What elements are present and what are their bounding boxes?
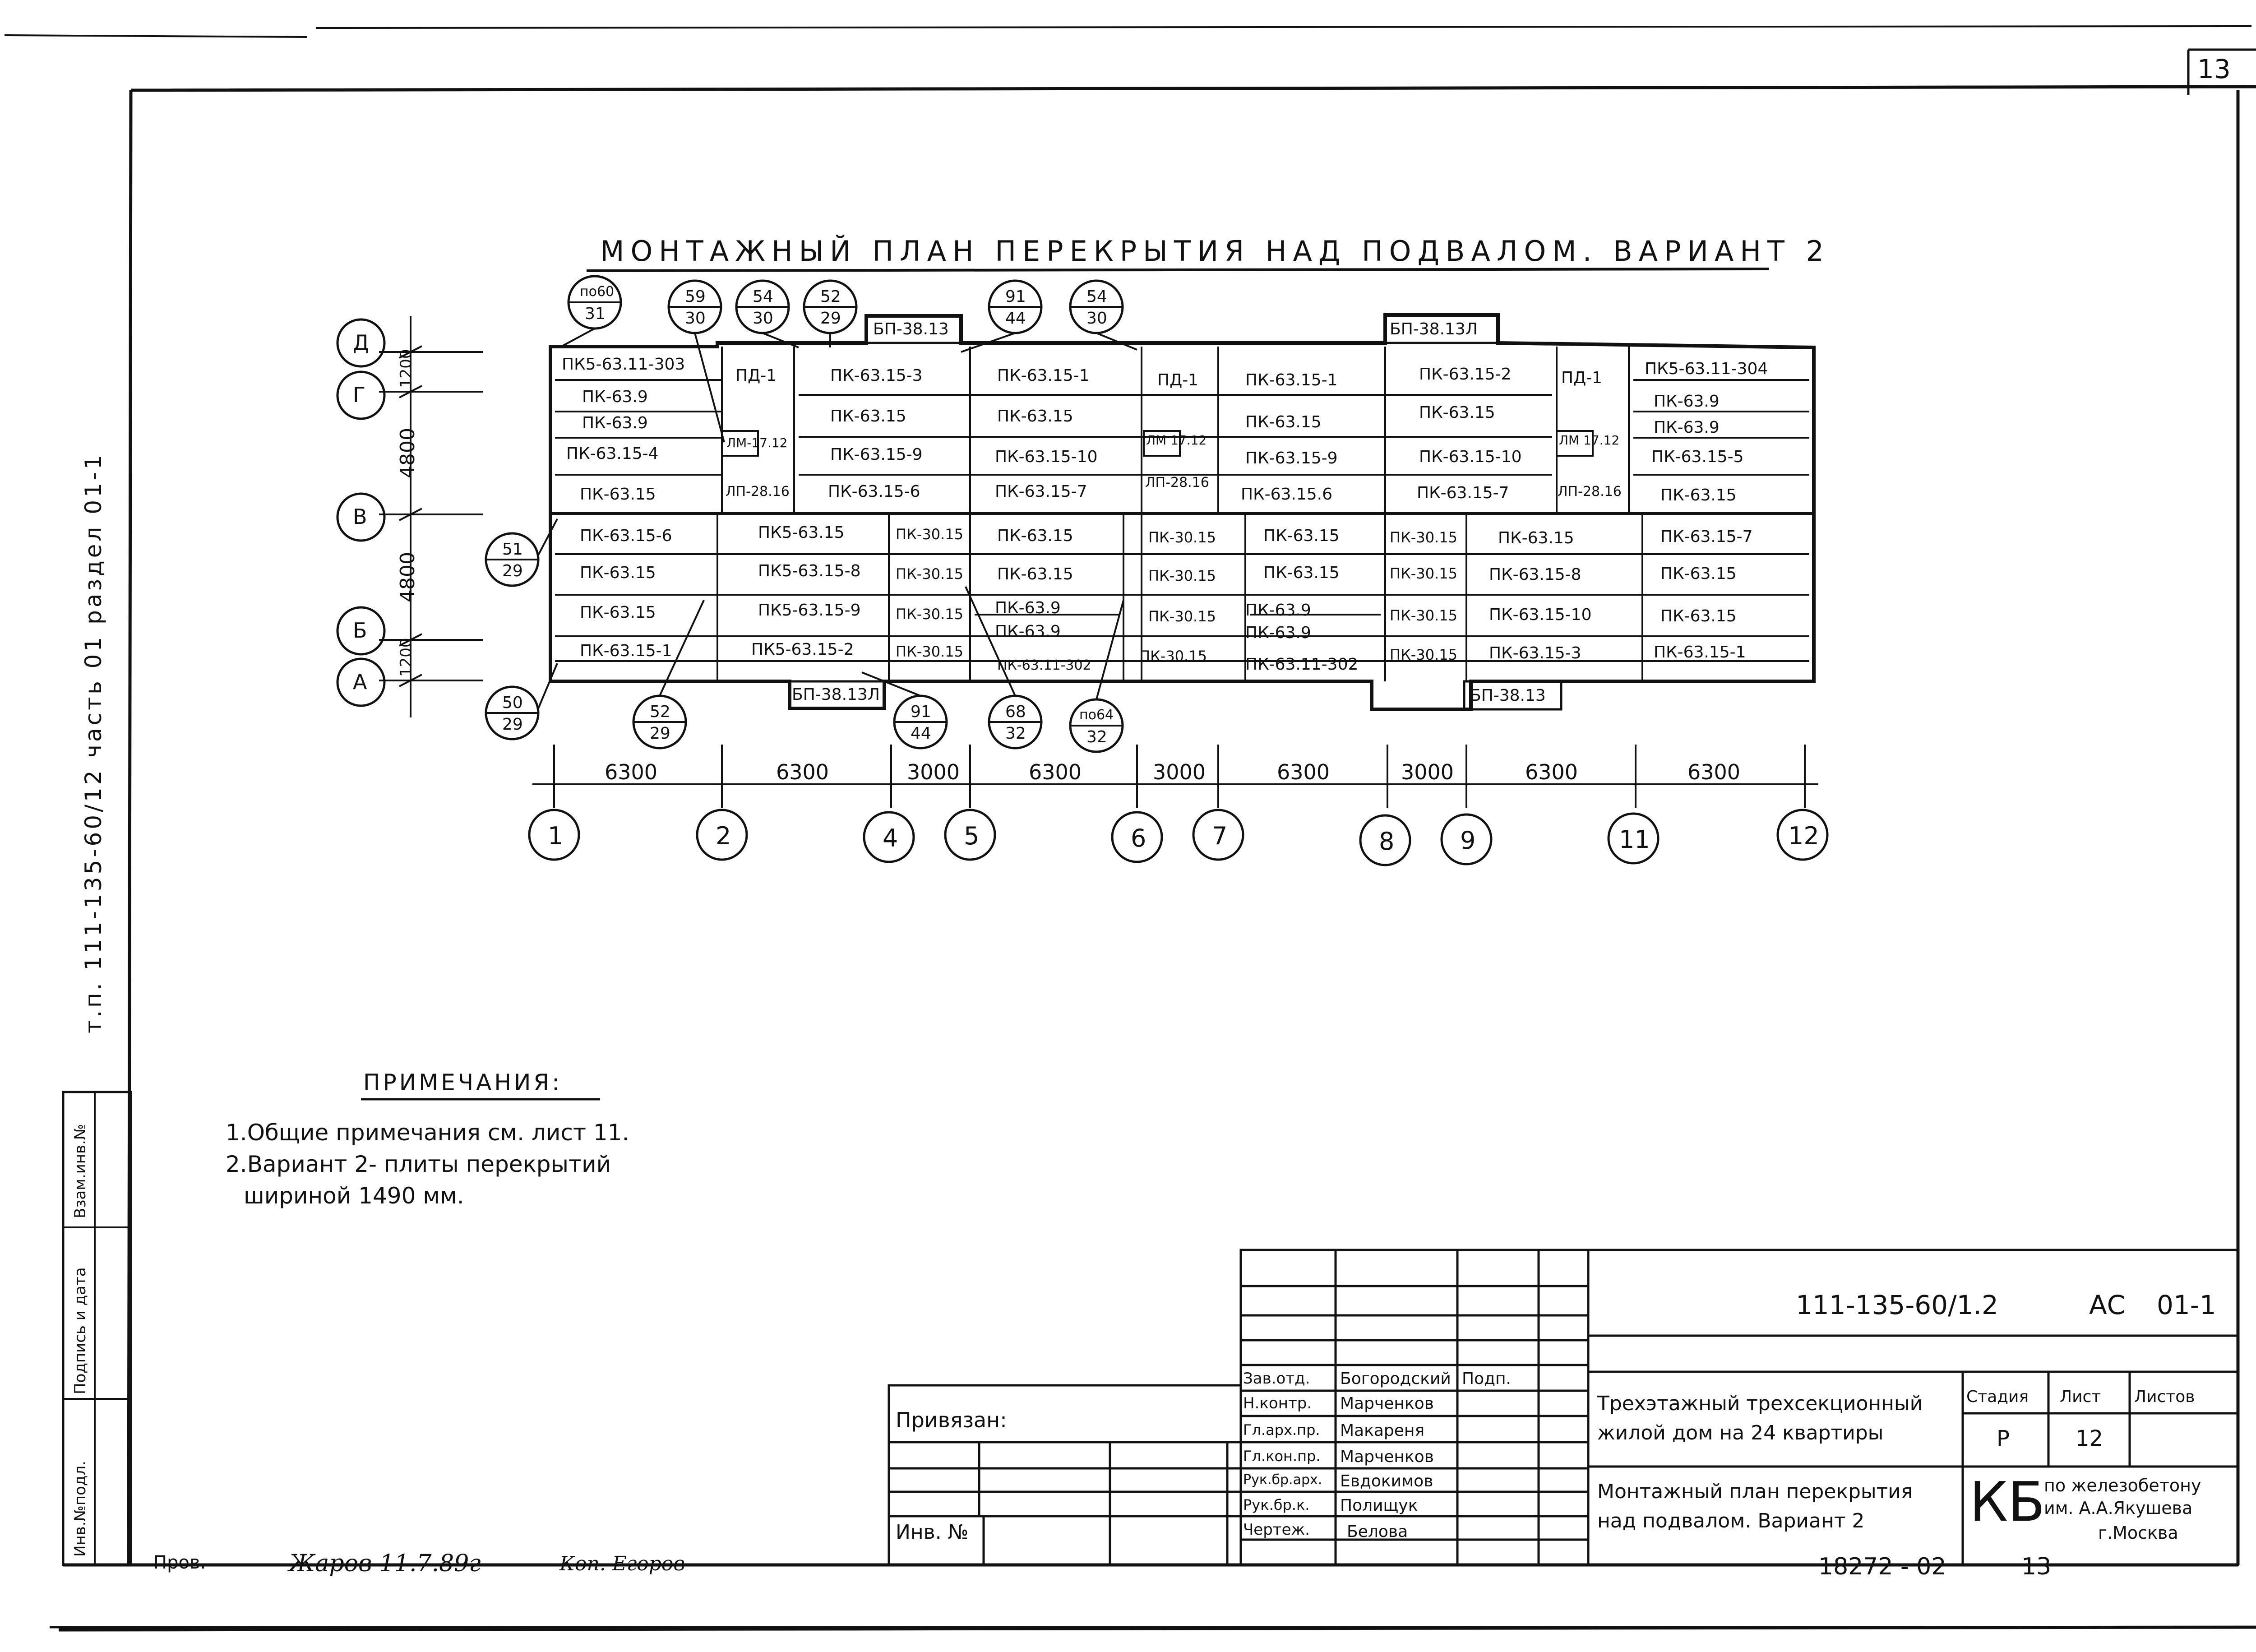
drawing-title: Монтажный план перекрытия [1597,1480,1913,1503]
callout-top: 91 [1005,287,1026,306]
side-stamp-label: Взам.инв.№ [71,1124,89,1218]
slab-label: ПК-63.15-3 [1489,644,1581,662]
sheet-label: Лист [2060,1388,2101,1406]
axis-num: 12 [1788,822,1819,850]
slab-label: ПК-30.15 [1390,565,1457,582]
callout-top: 68 [1005,703,1026,721]
note-item: 1.Общие примечания см. лист 11. [226,1120,629,1146]
side-stamp-label: Инв.№подл. [71,1461,89,1557]
sign-header: Подп. [1462,1370,1511,1388]
slab-label: ПД-1 [735,366,777,385]
slab-label: ПК-63.15.6 [1241,485,1333,504]
slab-label: ПК-30.15 [896,643,963,660]
axis-num: 9 [1460,826,1476,855]
slab-label: ЛП-28.16 [726,484,790,500]
span-dim: 6300 [605,760,658,784]
person: Белова [1347,1522,1408,1541]
slab-label: ПК5-63.11-304 [1645,360,1768,378]
org-name: им. А.А.Якушева [2044,1498,2193,1518]
slab-label: ПК-30.15 [1148,529,1216,546]
slab-label: ПК-63.15 [580,485,656,504]
slab-label: ПК-63.11-302 [1245,655,1359,674]
slab-label: ПК5-63.15-8 [758,562,861,580]
slab-label: ПК-63.15-10 [995,448,1098,466]
slab-label: ПК-63.15 [1660,607,1737,625]
callout-bottom: 44 [1005,309,1026,328]
span-dim: 6300 [1687,760,1741,784]
slab-label: ПК-63.9 [1654,418,1720,437]
archive-no: 18272 - 02 [1818,1553,1946,1580]
role: Зав.отд. [1243,1370,1310,1388]
slab-label: ПК-63.15 [580,564,656,582]
callout-top: 54 [753,287,773,306]
slab-label: ПК-63.15-9 [1245,449,1338,467]
slab-label: ПК-63.15 [997,527,1073,545]
slab-label: ПК5-63.11-303 [562,355,685,374]
slab-label: ПК-63.9 [995,599,1061,617]
drawing-title: над подвалом. Вариант 2 [1597,1509,1865,1532]
role: Чертеж. [1243,1521,1310,1539]
callout-bottom: 44 [911,724,931,743]
slab-label: ПК-30.15 [1390,646,1457,663]
axis-dim: 1200 [397,638,415,677]
org-name: г.Москва [2098,1523,2178,1543]
slab-label: ПД-1 [1561,369,1603,387]
beam-label: БП-38.13Л [1390,320,1478,338]
slab-label: ПК-63.15-10 [1489,606,1592,624]
slab-label: ЛП-28.16 [1145,475,1209,491]
slab-label: ПК-63.15-8 [1489,565,1581,584]
slab-label: ПК-63.15-1 [580,642,672,660]
sheet-value: 12 [2076,1426,2103,1451]
org-name: по железобетону [2044,1476,2201,1495]
axis-label-v: В [353,504,367,529]
callout-bottom: 32 [1005,724,1026,743]
slab-label: ПК-63.15-5 [1651,448,1744,466]
span-dim: 6300 [1029,760,1082,784]
slab-label: ПК-63.11-302 [997,657,1091,673]
beam-label: БП-38.13 [1470,686,1546,705]
slab-label: ПК-63.15-1 [1654,643,1746,662]
role: Гл.кон.пр. [1243,1448,1321,1465]
slab-label: ПК-30.15 [896,606,963,623]
notes-heading: ПРИМЕЧАНИЯ: [363,1069,562,1096]
axis-num: 8 [1379,827,1395,856]
org-logo: КБ [1969,1471,2045,1534]
slab-label: ЛМ-17.12 [726,435,788,450]
axis-num: 2 [716,822,731,850]
slab-label: ПК-30.15 [896,565,963,583]
callout-top: 50 [502,694,523,712]
side-stamp-label: Подпись и дата [71,1267,89,1394]
axis-label-g: Г [353,383,366,407]
callout-bottom: 29 [650,724,670,743]
slab-label: ПК-63.15 [1245,413,1322,431]
callout-bottom: 32 [1086,728,1107,746]
footer-kop: Коп. Егоров [559,1552,685,1575]
person: Макареня [1340,1421,1425,1440]
slab-label: ПК-63.15 [1498,529,1574,547]
slab-label: ПК-63.15-6 [828,482,920,501]
span-dim: 3000 [1401,760,1454,784]
page-number: 13 [2197,54,2231,84]
stage-label: Стадия [1966,1388,2029,1406]
slab-label: ПК-30.15 [1139,648,1207,665]
slab-label: ПК-63.15-6 [580,527,672,545]
slab-label: ПК-63.15 [1263,527,1340,545]
callout-top: по64 [1079,707,1114,723]
inv-label: Инв. № [896,1521,969,1544]
slab-label: ПК-30.15 [896,526,963,543]
note-item: шириной 1490 мм. [244,1183,464,1209]
footer-signature: Жаров 11.7.89г [289,1550,481,1577]
side-designation: т.п. 111-135-60/12 часть 01 раздел 01-1 [80,452,106,1033]
slab-label: ПК-63.15-3 [830,366,923,385]
axis-num: 5 [964,822,980,850]
span-dim: 3000 [1153,760,1206,784]
sheets-label: Листов [2134,1388,2195,1406]
axis-dim: 4800 [396,428,419,478]
slab-label: ПД-1 [1157,371,1199,389]
project-title: жилой дом на 24 квартиры [1597,1421,1884,1444]
axis-num: 11 [1619,825,1650,854]
privyazan-label: Привязан: [896,1408,1007,1432]
slab-label: ПК-30.15 [1148,608,1216,625]
beam-label: БП-38.13Л [792,685,880,704]
slab-label: ПК-63.15 [997,407,1073,426]
person: Евдокимов [1340,1472,1433,1490]
callout-top: 91 [911,703,931,721]
callout-top: по60 [580,284,615,300]
slab-label: ПК-30.15 [1390,529,1457,546]
slab-label: ПК-30.15 [1148,567,1216,584]
slab-label: ПК-63.15 [1263,564,1340,582]
person: Марченков [1340,1448,1434,1466]
axis-label-b: Б [353,618,367,643]
slab-label: ПК-63.15 [830,407,906,426]
span-dim: 6300 [1525,760,1578,784]
axis-dim: 1200 [397,349,415,388]
plan-title: МОНТАЖНЫЙ ПЛАН ПЕРЕКРЫТИЯ НАД ПОДВАЛОМ. ВАРИАНТ 2 [600,235,1830,268]
callout-top: 54 [1086,287,1107,306]
slab-label: ПК-63.15-1 [997,366,1090,385]
callout-top: 59 [685,287,706,306]
person: Богородский [1340,1370,1451,1388]
doc-mark: АС [2089,1290,2126,1320]
stage-value: Р [1997,1426,2010,1451]
axis-label-a: А [353,670,367,694]
slab-label: ПК5-63.15-9 [758,601,861,620]
axis-num: 6 [1131,824,1146,852]
callout-bottom: 30 [753,309,773,328]
role: Гл.арх.пр. [1243,1421,1320,1439]
slab-label: ПК-63.15 [580,603,656,622]
axis-label-d: Д [353,330,369,355]
slab-label: ПК-63.15-1 [1245,371,1338,389]
slab-label: ПК-63.9 [995,622,1061,641]
span-dim: 6300 [1277,760,1330,784]
slab-label: ПК-63.15 [997,565,1073,583]
role: Рук.бр.арх. [1243,1472,1322,1488]
slab-label: ПК-63.15-7 [1417,484,1509,502]
slab-label: ПК-63.9 [582,414,648,432]
person: Полищук [1340,1496,1418,1515]
project-title: Трехэтажный трехсекционный [1597,1392,1923,1415]
slab-label: ЛП-28.16 [1558,484,1622,500]
slab-label: ПК-63.9 [582,388,648,406]
slab-label: ПК-63.15-4 [566,444,659,463]
slab-label: ПК-63.15 [1660,565,1737,583]
slab-label: ПК-63.15-10 [1419,448,1522,466]
slab-label: ПК-63.15 [1419,403,1495,422]
axis-num: 4 [883,824,898,852]
sheet-frame [59,87,2256,1630]
slab-label: ПК5-63.15-2 [751,640,854,659]
slab-label: ПК-63.15-7 [1660,528,1753,546]
slab-label: ПК-63.9 [1654,392,1720,411]
callout-top: 51 [502,540,523,559]
footer-prov: Пров. [153,1552,206,1573]
note-item: 2.Вариант 2- плиты перекрытий [226,1151,611,1177]
archive-page: 13 [2021,1553,2052,1580]
span-dim: 6300 [776,760,829,784]
callout-bottom: 31 [585,305,606,323]
axis-dim: 4800 [396,552,419,602]
person: Марченков [1340,1394,1434,1413]
callout-bottom: 29 [502,715,523,734]
slab-label: ПК5-63.15 [758,523,845,542]
slab-label: ПК-63.15-9 [830,445,923,464]
slab-label: ПК-63.15-2 [1419,365,1512,384]
axis-num: 7 [1212,822,1228,850]
slab-label: ЛМ 17.12 [1146,433,1207,448]
span-dim: 3000 [907,760,960,784]
doc-code: 111-135-60/1.2 [1796,1290,1998,1320]
callout-bottom: 29 [502,562,523,580]
callout-bottom: 29 [820,309,841,328]
beam-label: БП-38.13 [873,320,949,338]
slab-label: ПК-30.15 [1390,607,1457,624]
role: Рук.бр.к. [1243,1496,1310,1513]
callout-top: 52 [650,703,670,721]
axis-num: 1 [548,822,564,850]
slab-label: ПК-63.15 [1660,486,1737,504]
slab-label: ЛМ 17.12 [1559,433,1620,448]
slab-label: ПК-63.15-7 [995,482,1087,501]
sheet-code: 01-1 [2157,1290,2216,1320]
callout-bottom: 30 [1086,309,1107,328]
callout-bottom: 30 [685,309,706,328]
role: Н.контр. [1243,1394,1312,1412]
callout-top: 52 [820,287,841,306]
slab-label: ПК-63.9 [1245,601,1311,620]
slab-label: ПК-63.9 [1245,624,1311,642]
